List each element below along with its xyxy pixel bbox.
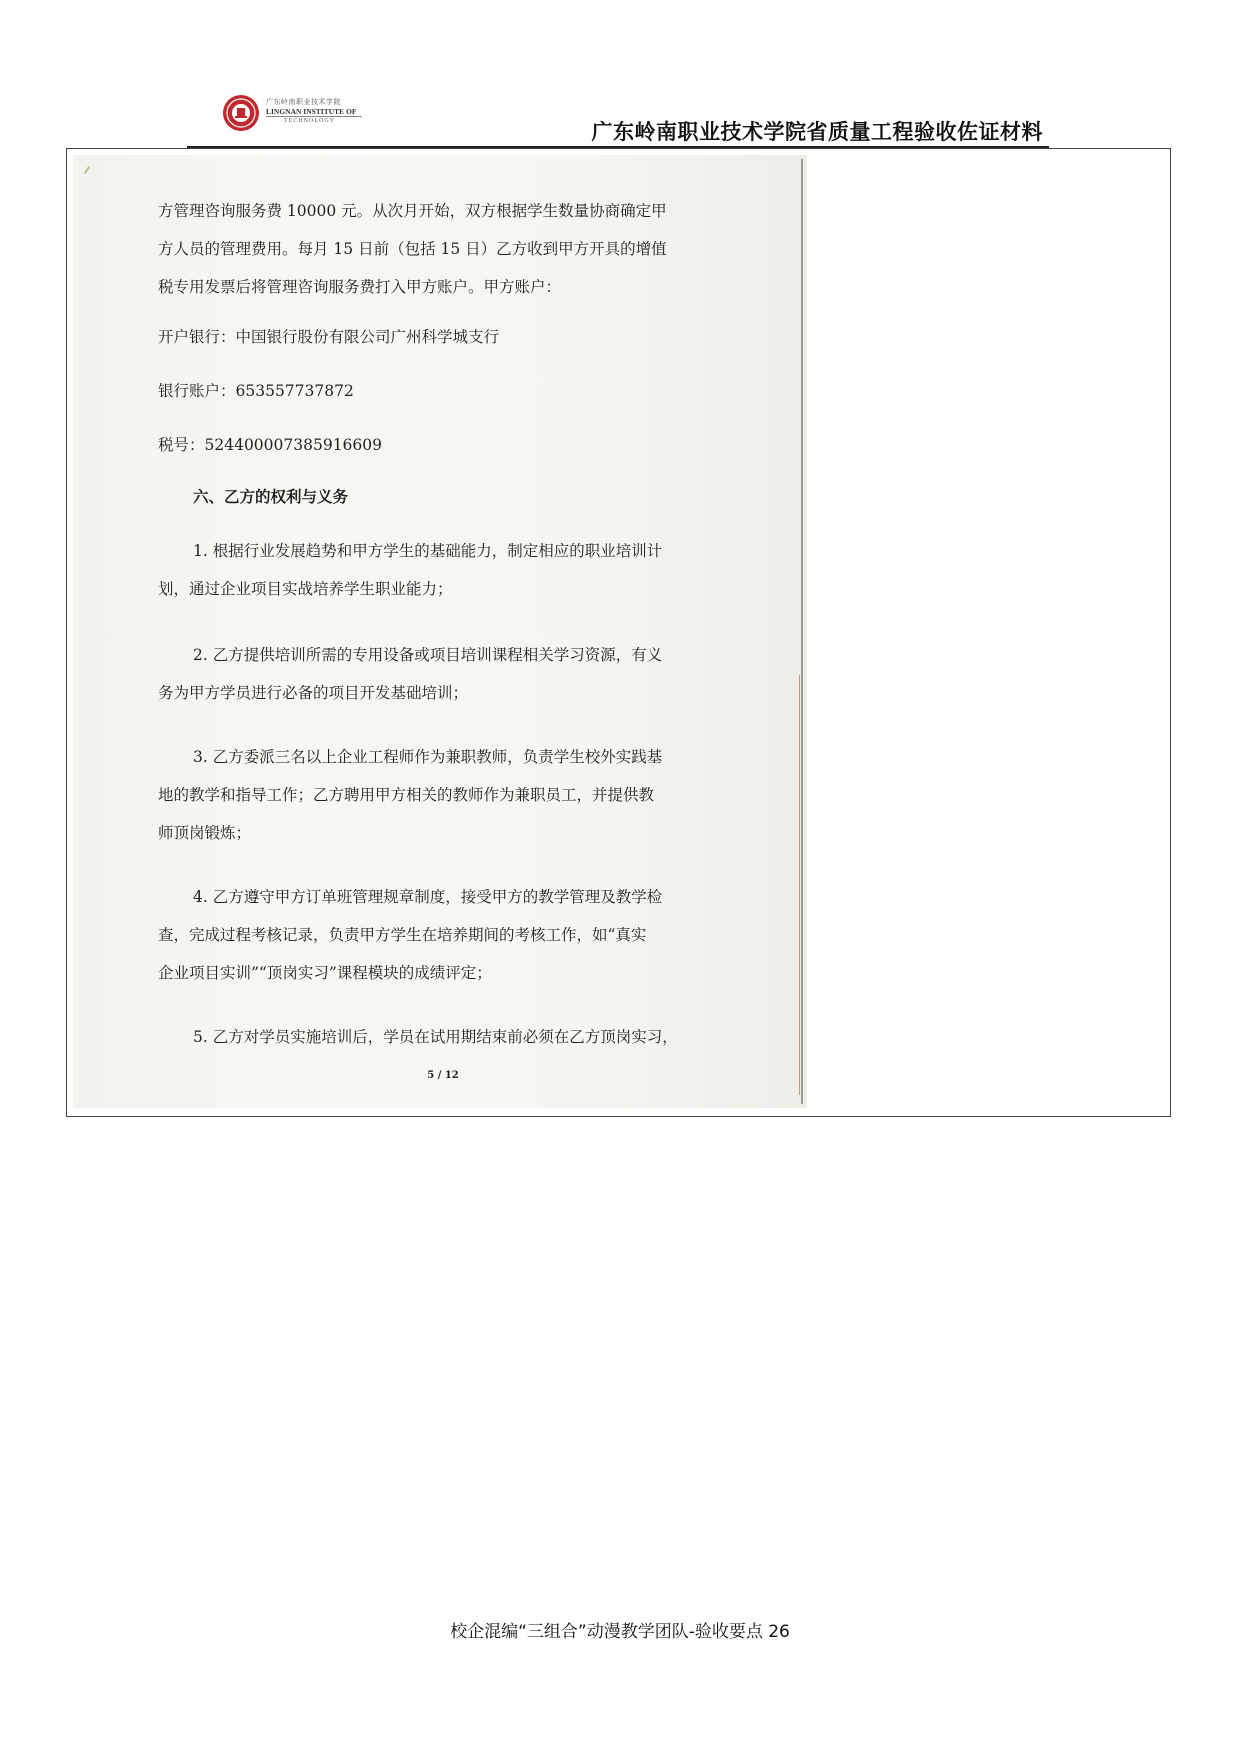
logo-name-cn: 广东岭南职业技术学院	[266, 98, 341, 106]
bank-account-line: 银行账户：653557737872	[158, 382, 354, 400]
paragraph-line: 企业项目实训”“顶岗实习”课程模块的成绩评定；	[158, 964, 492, 982]
scan-red-margin-mark	[789, 675, 800, 1095]
logo-name-en2: TECHNOLOGY	[284, 118, 335, 124]
tax-number-line: 税号：524400007385916609	[158, 436, 383, 454]
school-logo	[222, 94, 367, 136]
paragraph-line: 4. 乙方遵守甲方订单班管理规章制度，接受甲方的教学管理及教学检	[193, 888, 663, 906]
paragraph-line: 2. 乙方提供培训所需的专用设备或项目培训课程相关学习资源，有义	[193, 646, 663, 664]
paragraph-line: 地的教学和指导工作；乙方聘用甲方相关的教师作为兼职员工，并提供教	[158, 786, 655, 804]
school-seal-icon	[222, 94, 260, 132]
paragraph-line: 方人员的管理费用。每月 15 日前（包括 15 日）乙方收到甲方开具的增值	[158, 240, 667, 258]
logo-divider	[266, 116, 362, 117]
paragraph-line: 税专用发票后将管理咨询服务费打入甲方账户。甲方账户：	[158, 278, 562, 296]
paragraph-line: 务为甲方学员进行必备的项目开发基础培训；	[158, 684, 469, 702]
header-title: 广东岭南职业技术学院省质量工程验收佐证材料	[591, 120, 1043, 144]
scanned-page	[73, 155, 807, 1108]
paragraph-line: 方管理咨询服务费 10000 元。从次月开始，双方根据学生数量协商确定甲	[158, 202, 667, 220]
scanned-page-frame	[66, 148, 1171, 1117]
scan-mark	[84, 166, 98, 179]
paragraph-line: 师顶岗锻炼；	[158, 824, 252, 842]
paragraph-line: 划，通过企业项目实战培养学生职业能力；	[158, 580, 453, 598]
paragraph-line: 1. 根据行业发展趋势和甲方学生的基础能力，制定相应的职业培训计	[193, 542, 663, 560]
logo-name-en: LINGNAN INSTITUTE OF	[266, 107, 357, 116]
section-heading: 六、乙方的权利与义务	[193, 488, 349, 506]
paragraph-line: 3. 乙方委派三名以上企业工程师作为兼职教师，负责学生校外实践基	[193, 748, 663, 766]
paragraph-line: 5. 乙方对学员实施培训后，学员在试用期结束前必须在乙方顶岗实习，	[193, 1028, 678, 1046]
scan-page-edge	[801, 159, 803, 1104]
page-number: 5 / 12	[427, 1070, 459, 1081]
page-footer: 校企混编“三组合”动漫教学团队-验收要点 26	[450, 1622, 790, 1642]
paragraph-line: 查，完成过程考核记录，负责甲方学生在培养期间的考核工作，如“真实	[158, 926, 647, 944]
bank-name-line: 开户银行：中国银行股份有限公司广州科学城支行	[158, 328, 500, 346]
